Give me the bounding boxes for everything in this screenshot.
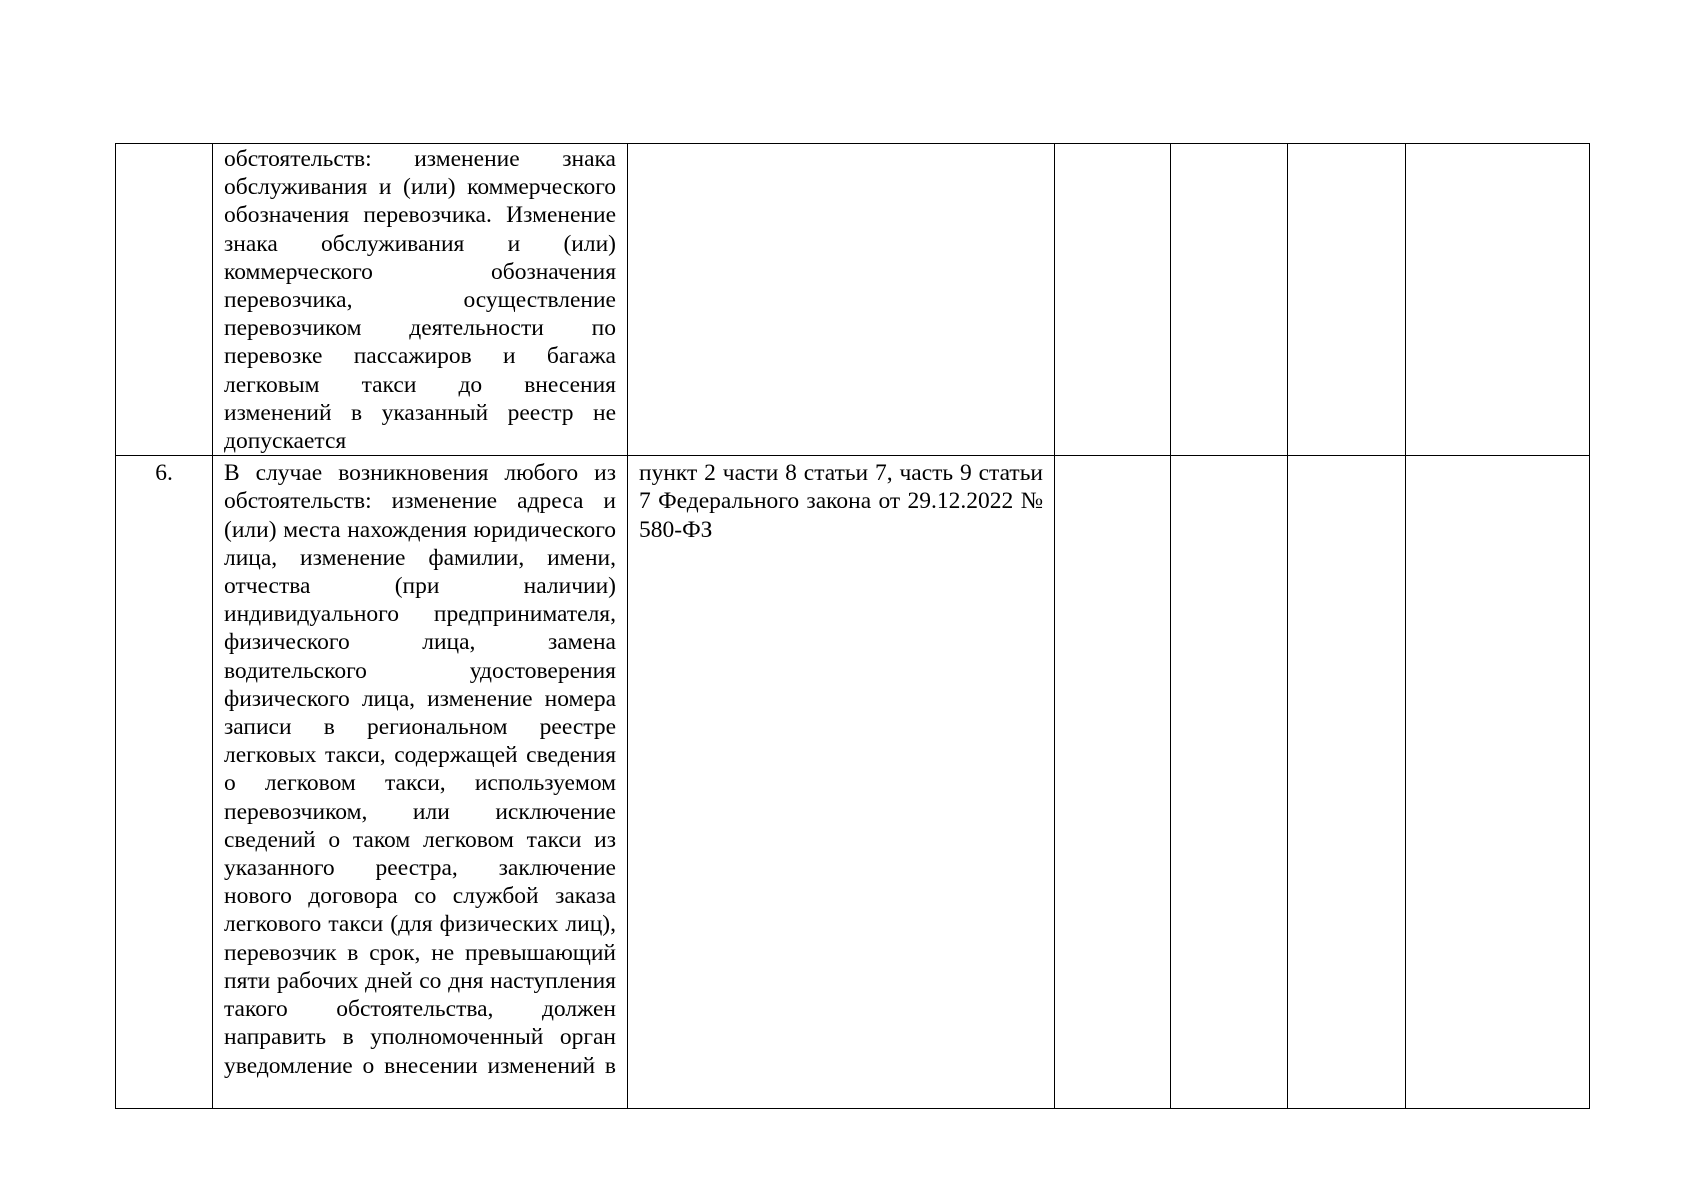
requirement-description-cell bbox=[213, 456, 628, 1109]
row-number-cell bbox=[116, 144, 213, 456]
requirement-description-cell bbox=[213, 144, 628, 456]
legal-basis-cell bbox=[628, 144, 1055, 456]
legal-basis: пункт 2 части 8 статьи 7, часть 9 статьи 7 Федерального закона от 29.12.2022 № 580-ФЗ bbox=[639, 460, 1043, 543]
empty-cell-col5 bbox=[1171, 456, 1288, 1109]
requirement-description: обстоятельств: изменение знака обслуживания и (или) коммерческого обозначения перевозчика. Изменение знака обслуживания и (или) коммерческого обозначения перевозчика, осуществление перевозчиком деятельности по перевозке пассажиров и багажа легковым такси до внесения изменений в указанный реестр не допускается bbox=[224, 146, 616, 455]
table-row bbox=[116, 456, 1590, 1109]
legal-basis-cell bbox=[628, 456, 1055, 1109]
empty-cell-col4 bbox=[1055, 456, 1171, 1109]
empty-cell-col6 bbox=[1288, 456, 1406, 1109]
requirements-table bbox=[115, 143, 1590, 1109]
legal-basis bbox=[628, 144, 1054, 147]
row-number-cell bbox=[116, 456, 213, 1109]
table-row bbox=[116, 144, 1590, 456]
empty-cell-col7 bbox=[1406, 456, 1590, 1109]
row-number: 6. bbox=[155, 460, 173, 487]
empty-cell-col4 bbox=[1055, 144, 1171, 456]
empty-cell-col5 bbox=[1171, 144, 1288, 456]
requirement-description: В случае возникновения любого из обстоятельств: изменение адреса и (или) места нахождения юридического лица, изменение фамилии, имени, отчества (при наличии) индивидуального предпринимателя, физического лица, замена водительского удостоверения физического лица, изменение номера записи в региональном реестре легковых такси, содержащей сведения о легковом такси, используемом перевозчиком, или исключение сведений о таком легковом такси из указанного реестра, заключение нового договора со службой заказа легкового такси (для физических лиц), перевозчик в срок, не превышающий пяти рабочих дней со дня наступления такого обстоятельства, должен направить в уполномоченный орган уведомление о внесении изменений в bbox=[224, 460, 616, 1079]
row-number bbox=[116, 144, 212, 147]
empty-cell-col7 bbox=[1406, 144, 1590, 456]
empty-cell-col6 bbox=[1288, 144, 1406, 456]
